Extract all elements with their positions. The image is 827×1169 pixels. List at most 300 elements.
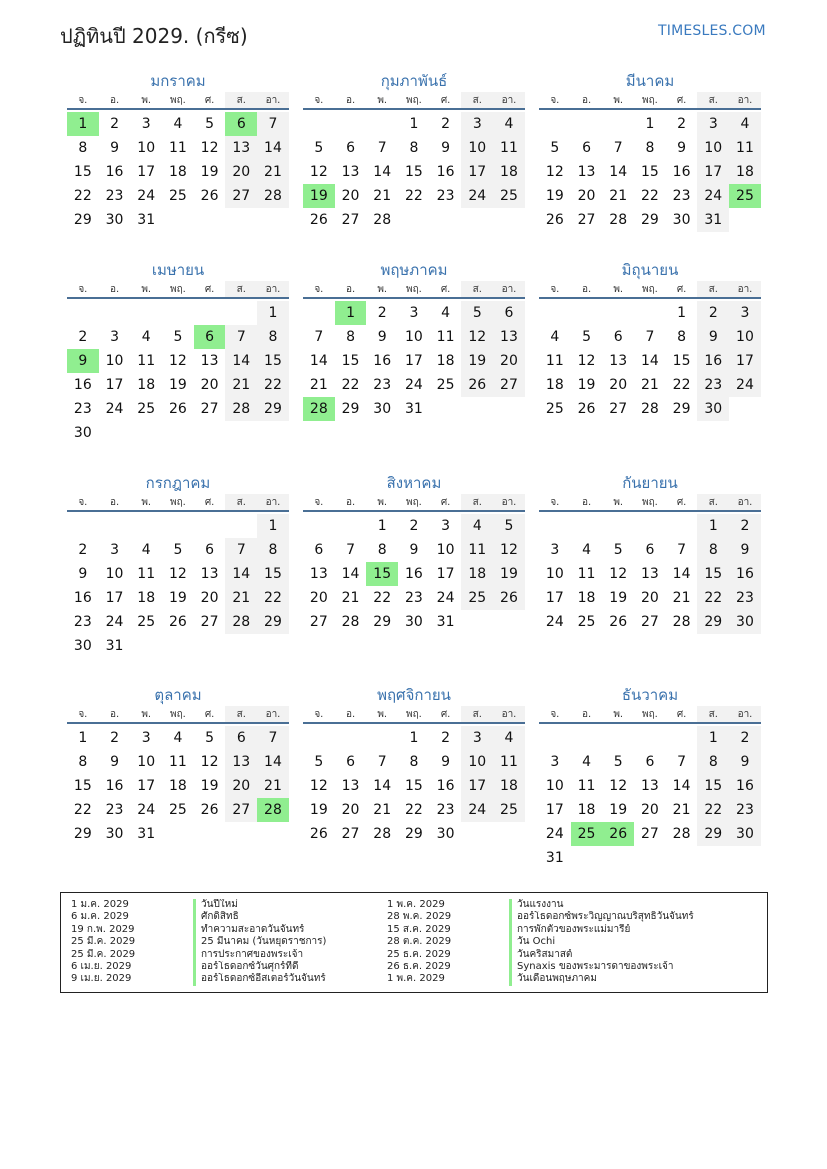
day-cell: 8 bbox=[257, 325, 289, 349]
holiday-date: 1 พ.ค. 2029 bbox=[387, 973, 445, 985]
day-cell: 22 bbox=[404, 188, 423, 204]
empty-cell bbox=[303, 301, 335, 325]
weekday-label: ส. bbox=[461, 706, 493, 722]
day-cell: 4 bbox=[141, 329, 151, 345]
month-block bbox=[539, 259, 761, 421]
day-cell: 13 bbox=[493, 325, 525, 349]
day-cell: 12 bbox=[200, 140, 219, 156]
empty-cell bbox=[571, 112, 603, 136]
day-cell: 19 bbox=[493, 562, 525, 586]
day-cell: 3 bbox=[697, 112, 729, 136]
weekday-label: พฤ. bbox=[641, 95, 658, 106]
weekday-label: อา. bbox=[729, 706, 761, 722]
site-brand[interactable]: TIMESLES.COM bbox=[658, 23, 766, 39]
day-cell: 11 bbox=[577, 566, 596, 582]
empty-cell bbox=[99, 301, 131, 325]
empty-cell bbox=[335, 514, 367, 538]
day-cell: 2 bbox=[677, 116, 687, 132]
day-cell: 15 bbox=[672, 353, 691, 369]
day-cell: 20 bbox=[200, 590, 219, 606]
day-cell: 12 bbox=[168, 353, 187, 369]
day-grid bbox=[67, 112, 289, 232]
holiday-day-cell: 9 bbox=[67, 349, 99, 373]
page-title: ปฏิทินปี 2029. (กรีซ) bbox=[60, 24, 248, 48]
day-cell: 16 bbox=[672, 164, 691, 180]
day-cell: 28 bbox=[257, 184, 289, 208]
day-cell: 3 bbox=[110, 542, 119, 558]
day-cell: 19 bbox=[168, 590, 187, 606]
empty-cell bbox=[602, 112, 634, 136]
weekday-label: ศ. bbox=[440, 709, 451, 720]
empty-cell bbox=[602, 726, 634, 750]
month-name: เมษายน bbox=[151, 261, 205, 279]
weekday-label: ส. bbox=[697, 281, 729, 297]
weekday-label: อา. bbox=[493, 281, 525, 297]
day-cell: 11 bbox=[137, 566, 156, 582]
holiday-name: ทำความสะอาดวันจันทร์ bbox=[193, 924, 383, 936]
weekday-label: จ. bbox=[78, 709, 88, 720]
holiday-date: 25 มี.ค. 2029 bbox=[71, 936, 136, 948]
day-cell: 20 bbox=[609, 377, 628, 393]
day-cell: 8 bbox=[257, 538, 289, 562]
holiday-name: ออร์โธดอกซ์พระวิญญาณบริสุทธิ์วันจันทร์ bbox=[509, 911, 764, 923]
holiday-name: ออร์โธดอกซ์วันศุกร์ที่ดี bbox=[193, 961, 383, 973]
day-grid bbox=[539, 112, 761, 232]
day-cell: 5 bbox=[613, 754, 623, 770]
day-cell: 19 bbox=[309, 802, 328, 818]
day-grid bbox=[303, 301, 525, 421]
day-cell: 11 bbox=[493, 136, 525, 160]
day-cell: 30 bbox=[672, 212, 691, 228]
day-cell: 23 bbox=[73, 614, 92, 630]
day-grid bbox=[303, 112, 525, 232]
weekday-header bbox=[303, 706, 525, 724]
day-cell: 17 bbox=[105, 590, 124, 606]
holiday-day-cell: 19 bbox=[303, 184, 335, 208]
day-cell: 23 bbox=[436, 188, 455, 204]
weekday-label: จ. bbox=[78, 497, 88, 508]
day-cell: 3 bbox=[729, 301, 761, 325]
empty-cell bbox=[539, 514, 571, 538]
day-cell: 18 bbox=[729, 160, 761, 184]
month-name: กุมภาพันธ์ bbox=[380, 72, 448, 90]
day-cell: 4 bbox=[173, 116, 183, 132]
day-cell: 26 bbox=[493, 586, 525, 610]
day-cell: 8 bbox=[697, 750, 729, 774]
day-cell: 10 bbox=[137, 140, 156, 156]
day-cell: 31 bbox=[404, 401, 423, 417]
weekday-header bbox=[539, 281, 761, 299]
holiday-name: วันปีใหม่ bbox=[193, 899, 383, 911]
weekday-label: อ. bbox=[581, 95, 592, 106]
month-name: พฤศจิกายน bbox=[377, 686, 451, 704]
weekday-label: พ. bbox=[141, 709, 152, 720]
day-cell: 6 bbox=[225, 726, 257, 750]
month-block bbox=[67, 259, 289, 445]
weekday-label: ส. bbox=[697, 706, 729, 722]
day-cell: 11 bbox=[493, 750, 525, 774]
day-cell: 5 bbox=[173, 542, 183, 558]
day-cell: 4 bbox=[141, 542, 151, 558]
day-cell: 8 bbox=[697, 538, 729, 562]
day-cell: 3 bbox=[441, 518, 451, 534]
weekday-label: ศ. bbox=[204, 95, 215, 106]
day-cell: 19 bbox=[461, 349, 493, 373]
empty-cell bbox=[539, 301, 571, 325]
month-block bbox=[303, 684, 525, 846]
day-cell: 4 bbox=[441, 305, 451, 321]
weekday-label: จ. bbox=[550, 709, 560, 720]
weekday-label: พฤ. bbox=[641, 497, 658, 508]
day-cell: 27 bbox=[341, 826, 360, 842]
day-cell: 12 bbox=[309, 164, 328, 180]
day-cell: 10 bbox=[697, 136, 729, 160]
day-cell: 9 bbox=[78, 566, 88, 582]
weekday-label: อา. bbox=[729, 92, 761, 108]
month-name: สิงหาคม bbox=[386, 474, 442, 492]
day-cell: 13 bbox=[225, 136, 257, 160]
day-cell: 14 bbox=[672, 778, 691, 794]
day-cell: 9 bbox=[110, 140, 119, 156]
empty-cell bbox=[634, 301, 666, 325]
day-cell: 22 bbox=[257, 373, 289, 397]
empty-cell bbox=[130, 514, 162, 538]
day-cell: 26 bbox=[309, 826, 328, 842]
day-cell: 29 bbox=[640, 212, 659, 228]
holiday-day-cell: 1 bbox=[67, 112, 99, 136]
day-cell: 29 bbox=[341, 401, 360, 417]
day-cell: 23 bbox=[697, 373, 729, 397]
day-cell: 7 bbox=[377, 140, 387, 156]
day-cell: 8 bbox=[409, 140, 419, 156]
day-cell: 24 bbox=[729, 373, 761, 397]
weekday-label: อ. bbox=[109, 497, 120, 508]
day-cell: 27 bbox=[609, 401, 628, 417]
day-cell: 19 bbox=[200, 164, 219, 180]
day-cell: 5 bbox=[493, 514, 525, 538]
weekday-label: พฤ. bbox=[169, 284, 186, 295]
holiday-day-cell: 28 bbox=[303, 397, 335, 421]
day-cell: 29 bbox=[73, 826, 92, 842]
holiday-dates-left bbox=[71, 899, 191, 986]
day-cell: 17 bbox=[697, 160, 729, 184]
day-cell: 22 bbox=[73, 802, 92, 818]
weekday-label: อ. bbox=[345, 284, 356, 295]
day-cell: 23 bbox=[73, 401, 92, 417]
day-cell: 18 bbox=[493, 774, 525, 798]
day-cell: 30 bbox=[73, 425, 92, 441]
day-cell: 9 bbox=[729, 750, 761, 774]
day-cell: 31 bbox=[137, 826, 156, 842]
empty-cell bbox=[571, 301, 603, 325]
day-cell: 18 bbox=[137, 377, 156, 393]
day-cell: 29 bbox=[373, 614, 392, 630]
empty-cell bbox=[162, 301, 194, 325]
weekday-label: อ. bbox=[581, 709, 592, 720]
day-cell: 18 bbox=[545, 377, 564, 393]
day-cell: 23 bbox=[105, 188, 124, 204]
day-cell: 17 bbox=[137, 778, 156, 794]
holiday-date: 25 มี.ค. 2029 bbox=[71, 948, 136, 960]
day-cell: 30 bbox=[697, 397, 729, 421]
day-cell: 1 bbox=[78, 730, 88, 746]
day-cell: 12 bbox=[609, 566, 628, 582]
day-cell: 28 bbox=[225, 610, 257, 634]
holiday-name: การประกาศของพระเจ้า bbox=[193, 949, 383, 961]
day-cell: 21 bbox=[341, 590, 360, 606]
weekday-label: ศ. bbox=[676, 497, 687, 508]
day-cell: 6 bbox=[582, 140, 591, 156]
day-cell: 21 bbox=[225, 586, 257, 610]
weekday-label: ศ. bbox=[440, 497, 451, 508]
day-cell: 14 bbox=[257, 750, 289, 774]
day-cell: 12 bbox=[577, 353, 596, 369]
day-cell: 20 bbox=[309, 590, 328, 606]
day-cell: 15 bbox=[257, 349, 289, 373]
month-block bbox=[67, 70, 289, 232]
day-cell: 20 bbox=[577, 188, 596, 204]
holiday-date: 28 ต.ค. 2029 bbox=[387, 936, 452, 948]
day-cell: 11 bbox=[168, 754, 187, 770]
weekday-label: พฤ. bbox=[169, 95, 186, 106]
day-cell: 19 bbox=[200, 778, 219, 794]
empty-cell bbox=[194, 301, 226, 325]
day-cell: 30 bbox=[729, 610, 761, 634]
day-cell: 26 bbox=[309, 212, 328, 228]
empty-cell bbox=[67, 514, 99, 538]
holiday-date: 15 ส.ค. 2029 bbox=[387, 923, 451, 935]
weekday-label: ศ. bbox=[440, 95, 451, 106]
day-cell: 22 bbox=[697, 586, 729, 610]
day-cell: 10 bbox=[436, 542, 455, 558]
empty-cell bbox=[571, 726, 603, 750]
day-cell: 25 bbox=[168, 188, 187, 204]
day-cell: 10 bbox=[137, 754, 156, 770]
empty-cell bbox=[303, 726, 335, 750]
weekday-label: อ. bbox=[109, 95, 120, 106]
weekday-label: อา. bbox=[257, 706, 289, 722]
day-cell: 14 bbox=[225, 562, 257, 586]
day-cell: 15 bbox=[341, 353, 360, 369]
day-cell: 24 bbox=[105, 614, 124, 630]
day-cell: 22 bbox=[697, 798, 729, 822]
day-cell: 30 bbox=[73, 638, 92, 654]
day-cell: 2 bbox=[110, 116, 119, 132]
empty-cell bbox=[335, 726, 367, 750]
day-cell: 15 bbox=[73, 778, 92, 794]
day-cell: 17 bbox=[137, 164, 156, 180]
day-cell: 27 bbox=[493, 373, 525, 397]
day-cell: 23 bbox=[729, 798, 761, 822]
day-cell: 1 bbox=[697, 726, 729, 750]
day-cell: 16 bbox=[105, 778, 124, 794]
weekday-label: พ. bbox=[377, 284, 388, 295]
day-cell: 28 bbox=[672, 614, 691, 630]
weekday-label: อ. bbox=[345, 709, 356, 720]
day-cell: 29 bbox=[257, 610, 289, 634]
day-cell: 27 bbox=[225, 184, 257, 208]
day-cell: 10 bbox=[729, 325, 761, 349]
weekday-header bbox=[539, 494, 761, 512]
day-cell: 21 bbox=[257, 160, 289, 184]
weekday-label: จ. bbox=[314, 95, 324, 106]
day-cell: 4 bbox=[493, 112, 525, 136]
weekday-label: ส. bbox=[697, 92, 729, 108]
weekday-label: พ. bbox=[377, 95, 388, 106]
day-cell: 9 bbox=[441, 754, 451, 770]
day-cell: 21 bbox=[225, 373, 257, 397]
empty-cell bbox=[666, 726, 698, 750]
day-cell: 7 bbox=[677, 754, 687, 770]
day-cell: 3 bbox=[461, 112, 493, 136]
weekday-header bbox=[67, 494, 289, 512]
day-cell: 25 bbox=[577, 614, 596, 630]
weekday-label: จ. bbox=[314, 497, 324, 508]
day-cell: 7 bbox=[257, 112, 289, 136]
day-cell: 12 bbox=[168, 566, 187, 582]
day-cell: 23 bbox=[105, 802, 124, 818]
month-block bbox=[303, 472, 525, 634]
weekday-label: อา. bbox=[493, 706, 525, 722]
day-cell: 28 bbox=[640, 401, 659, 417]
day-cell: 21 bbox=[672, 590, 691, 606]
empty-cell bbox=[162, 514, 194, 538]
weekday-label: พฤ. bbox=[641, 284, 658, 295]
day-cell: 22 bbox=[373, 590, 392, 606]
day-cell: 1 bbox=[677, 305, 687, 321]
day-cell: 21 bbox=[373, 188, 392, 204]
day-cell: 1 bbox=[645, 116, 655, 132]
weekday-label: พ. bbox=[377, 497, 388, 508]
day-cell: 24 bbox=[404, 377, 423, 393]
weekday-label: พ. bbox=[613, 95, 624, 106]
day-cell: 10 bbox=[545, 778, 564, 794]
holiday-date: 28 พ.ค. 2029 bbox=[387, 911, 452, 923]
day-cell: 18 bbox=[577, 802, 596, 818]
day-cell: 18 bbox=[168, 778, 187, 794]
weekday-label: พ. bbox=[613, 709, 624, 720]
day-cell: 4 bbox=[493, 726, 525, 750]
day-cell: 27 bbox=[309, 614, 328, 630]
day-cell: 26 bbox=[461, 373, 493, 397]
month-block bbox=[539, 684, 761, 870]
day-cell: 24 bbox=[105, 401, 124, 417]
day-cell: 16 bbox=[73, 377, 92, 393]
weekday-label: จ. bbox=[550, 497, 560, 508]
day-cell: 6 bbox=[645, 542, 655, 558]
day-cell: 14 bbox=[672, 566, 691, 582]
month-name: มกราคม bbox=[150, 72, 206, 90]
holiday-names-left bbox=[193, 899, 383, 986]
weekday-label: อ. bbox=[345, 95, 356, 106]
day-cell: 4 bbox=[582, 754, 591, 770]
day-cell: 26 bbox=[609, 614, 628, 630]
holiday-name: ออร์โธดอกซ์อีสเตอร์วันจันทร์ bbox=[193, 973, 383, 985]
day-cell: 9 bbox=[729, 538, 761, 562]
day-cell: 14 bbox=[373, 164, 392, 180]
empty-cell bbox=[634, 514, 666, 538]
day-cell: 26 bbox=[168, 401, 187, 417]
weekday-label: พฤ. bbox=[169, 497, 186, 508]
weekday-label: พฤ. bbox=[405, 284, 422, 295]
holiday-name: Synaxis ของพระมารดาของพระเจ้า bbox=[509, 961, 764, 973]
day-cell: 22 bbox=[672, 377, 691, 393]
weekday-label: อา. bbox=[729, 494, 761, 510]
day-cell: 13 bbox=[309, 566, 328, 582]
day-cell: 29 bbox=[257, 397, 289, 421]
weekday-label: พฤ. bbox=[169, 709, 186, 720]
day-cell: 22 bbox=[73, 188, 92, 204]
empty-cell bbox=[225, 514, 257, 538]
day-cell: 27 bbox=[640, 614, 659, 630]
day-cell: 22 bbox=[640, 188, 659, 204]
day-cell: 13 bbox=[200, 566, 219, 582]
weekday-label: อ. bbox=[581, 284, 592, 295]
day-cell: 3 bbox=[141, 730, 151, 746]
day-cell: 15 bbox=[73, 164, 92, 180]
weekday-label: ศ. bbox=[676, 95, 687, 106]
day-cell: 13 bbox=[640, 566, 659, 582]
weekday-label: ศ. bbox=[204, 284, 215, 295]
day-cell: 7 bbox=[677, 542, 687, 558]
day-cell: 27 bbox=[577, 212, 596, 228]
day-cell: 20 bbox=[200, 377, 219, 393]
day-cell: 7 bbox=[377, 754, 387, 770]
day-cell: 26 bbox=[200, 188, 219, 204]
weekday-label: ศ. bbox=[440, 284, 451, 295]
weekday-label: จ. bbox=[314, 284, 324, 295]
day-cell: 2 bbox=[377, 305, 387, 321]
day-cell: 7 bbox=[645, 329, 655, 345]
weekday-header bbox=[67, 281, 289, 299]
holiday-day-cell: 6 bbox=[194, 325, 226, 349]
day-cell: 24 bbox=[545, 614, 564, 630]
month-block bbox=[67, 684, 289, 846]
weekday-label: อา. bbox=[257, 281, 289, 297]
month-block bbox=[67, 472, 289, 658]
day-cell: 12 bbox=[493, 538, 525, 562]
day-cell: 1 bbox=[257, 514, 289, 538]
day-cell: 12 bbox=[200, 754, 219, 770]
day-grid bbox=[67, 514, 289, 658]
day-cell: 13 bbox=[609, 353, 628, 369]
empty-cell bbox=[571, 514, 603, 538]
day-cell: 7 bbox=[314, 329, 324, 345]
day-cell: 23 bbox=[404, 590, 423, 606]
day-cell: 8 bbox=[677, 329, 687, 345]
day-cell: 16 bbox=[404, 566, 423, 582]
day-cell: 21 bbox=[672, 802, 691, 818]
weekday-label: ส. bbox=[697, 494, 729, 510]
day-cell: 28 bbox=[225, 397, 257, 421]
day-cell: 6 bbox=[645, 754, 655, 770]
weekday-label: ส. bbox=[225, 92, 257, 108]
day-cell: 2 bbox=[409, 518, 419, 534]
day-cell: 2 bbox=[78, 542, 88, 558]
day-cell: 27 bbox=[200, 401, 219, 417]
day-cell: 12 bbox=[545, 164, 564, 180]
day-cell: 17 bbox=[404, 353, 423, 369]
day-cell: 11 bbox=[137, 353, 156, 369]
day-cell: 8 bbox=[645, 140, 655, 156]
day-cell: 11 bbox=[436, 329, 455, 345]
weekday-label: อ. bbox=[109, 709, 120, 720]
day-cell: 4 bbox=[729, 112, 761, 136]
day-cell: 10 bbox=[545, 566, 564, 582]
day-cell: 4 bbox=[582, 542, 591, 558]
day-cell: 11 bbox=[168, 140, 187, 156]
day-cell: 8 bbox=[409, 754, 419, 770]
